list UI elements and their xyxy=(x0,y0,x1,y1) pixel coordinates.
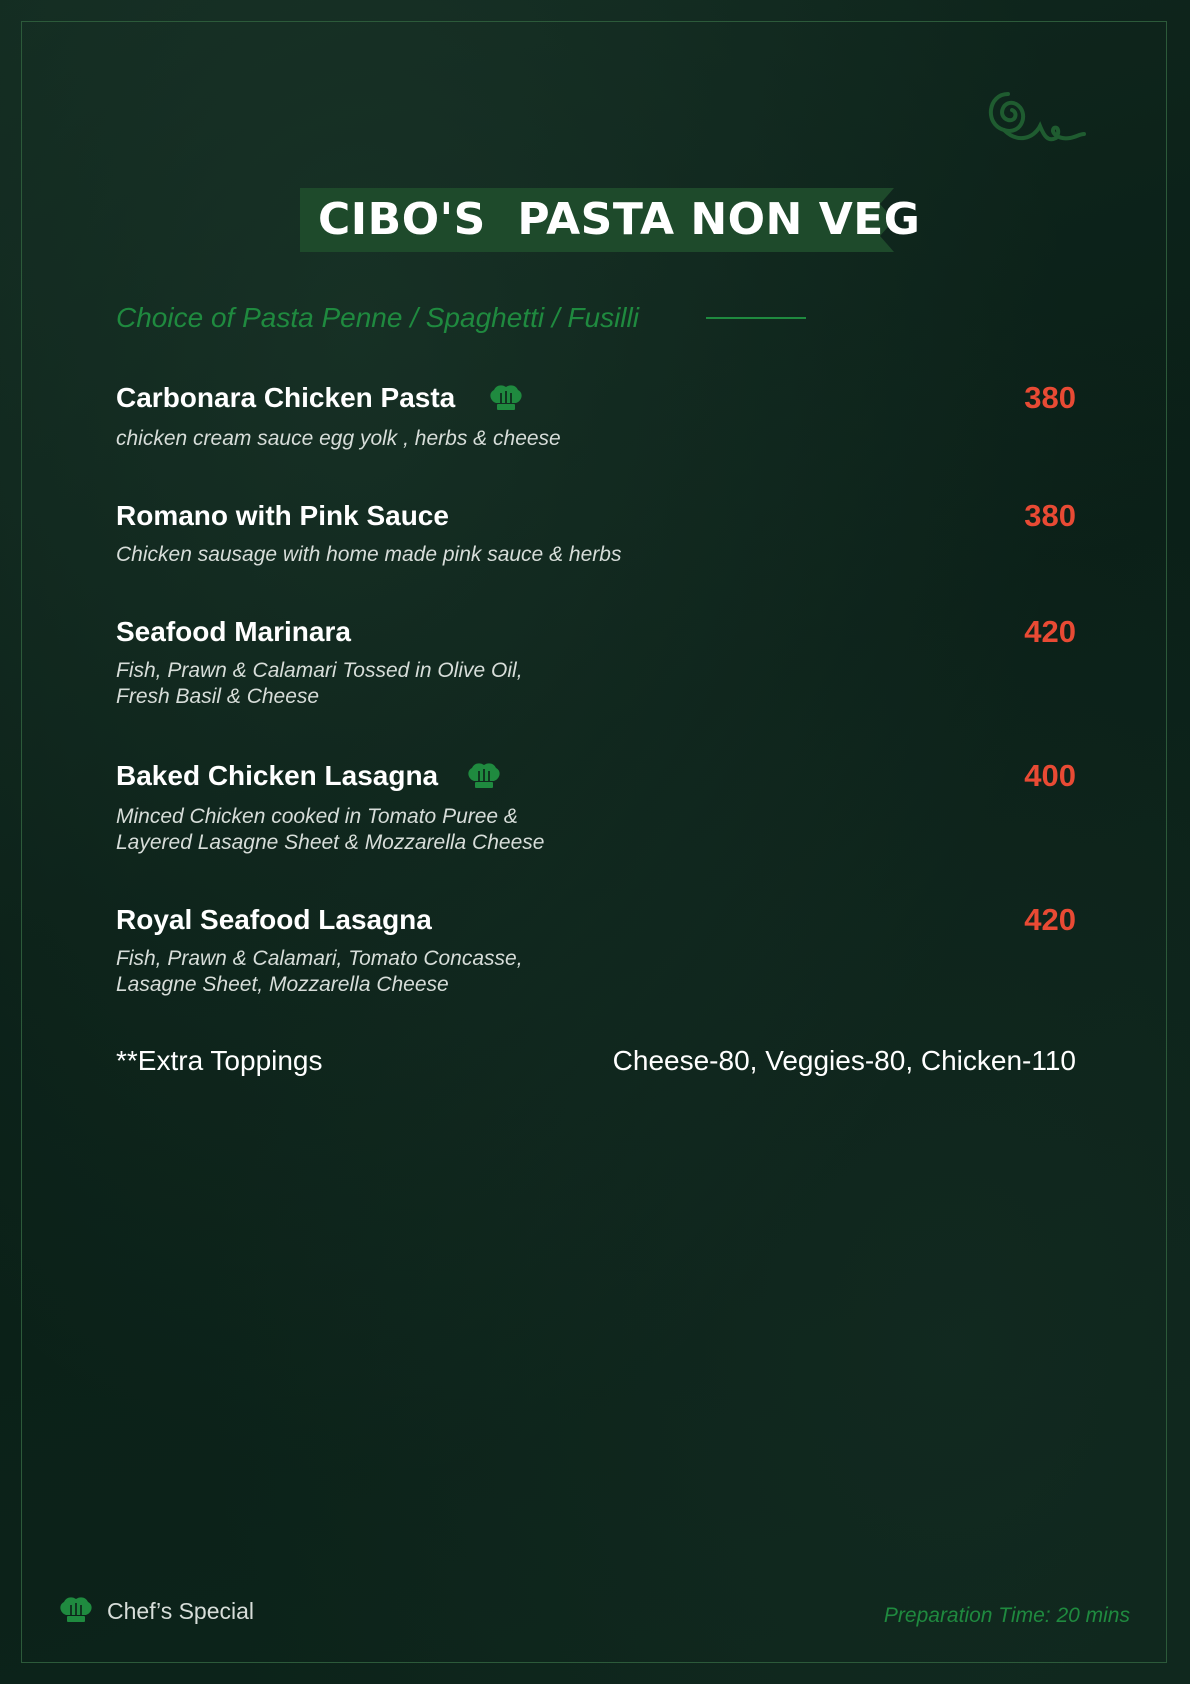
page-title: CIBO'S PASTA NON VEG xyxy=(318,194,921,245)
item-name: Royal Seafood Lasagna xyxy=(116,904,432,935)
item-name: Seafood Marinara xyxy=(116,616,351,647)
menu-item xyxy=(116,614,1076,714)
preparation-time: Preparation Time: 20 mins xyxy=(883,1604,1130,1627)
extra-toppings-prices: Cheese-80, Veggies-80, Chicken-110 xyxy=(612,1045,1076,1076)
item-name: Carbonara Chicken Pasta xyxy=(116,382,456,413)
item-price: 400 xyxy=(1024,758,1076,793)
item-description: Fresh Basil & Cheese xyxy=(116,685,320,708)
menu-item xyxy=(116,758,1076,858)
pasta-choice-subtitle: Choice of Pasta Penne / Spaghetti / Fusilli xyxy=(116,302,639,333)
menu-item xyxy=(116,498,1076,578)
item-description: chicken cream sauce egg yolk , herbs & cheese xyxy=(116,427,561,450)
chef-hat-icon xyxy=(466,761,502,791)
item-price: 420 xyxy=(1024,902,1076,937)
swirl-logo-icon xyxy=(978,82,1088,152)
item-name: Baked Chicken Lasagna xyxy=(116,760,439,791)
item-description: Minced Chicken cooked in Tomato Puree & xyxy=(116,805,518,828)
item-price: 380 xyxy=(1024,498,1076,533)
item-description: Lasagne Sheet, Mozzarella Cheese xyxy=(116,973,449,996)
item-name: Romano with Pink Sauce xyxy=(116,500,449,531)
item-price: 380 xyxy=(1024,380,1076,415)
chef-special-legend: Chef’s Special xyxy=(107,1598,255,1624)
item-description: Fish, Prawn & Calamari Tossed in Olive Oil, xyxy=(116,659,523,682)
item-description: Chicken sausage with home made pink sauce & herbs xyxy=(116,543,622,566)
extra-toppings-label: **Extra Toppings xyxy=(116,1045,323,1076)
subtitle-divider xyxy=(706,317,806,319)
title-banner xyxy=(300,188,921,252)
item-price: 420 xyxy=(1024,614,1076,649)
chef-hat-icon xyxy=(488,383,524,413)
item-description: Fish, Prawn & Calamari, Tomato Concasse, xyxy=(116,947,523,970)
menu-item xyxy=(116,902,1076,1002)
item-description: Layered Lasagne Sheet & Mozzarella Cheese xyxy=(116,831,545,854)
menu-item xyxy=(116,380,1076,460)
chef-hat-icon xyxy=(58,1595,94,1625)
